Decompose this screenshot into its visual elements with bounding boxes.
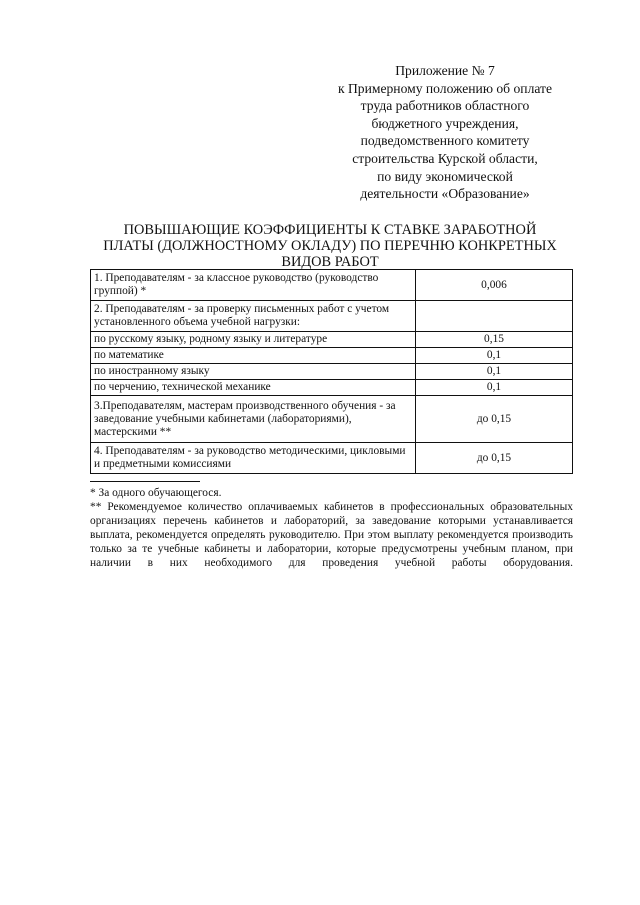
row-label: 4. Преподавателям - за руководство методическими, цикловыми и предметными комиссиями [91,443,416,474]
title-line: ПОВЫШАЮЩИЕ КОЭФФИЦИЕНТЫ К СТАВКЕ ЗАРАБОТНОЙ [123,222,537,238]
coefficients-table [90,269,573,474]
table-row [91,364,573,380]
row-label: по иностранному языку [91,364,416,380]
row-value: 0,1 [416,380,573,396]
row-value: 0,1 [416,364,573,380]
footnote-1: * За одного обучающегося. [90,487,222,499]
table-row [91,301,573,332]
footnotes [90,486,573,570]
footnote-2: ** Рекомендуемое количество оплачиваемых кабинетов в профессиональных образовательных организациях перечень кабинетов и лабораторий, за заведование которыми устанавливается выплата, рекомендуется определять руководителю. При этом выплату рекомендуется производить только за те учебные кабинеты и лаборатории, которые предусмотрены учебным планом, при наличии в них необходимого для проведения учебной работы оборудования. [90,501,573,569]
table-row [91,270,573,301]
row-value: 0,1 [416,348,573,364]
row-label: по черчению, технической механике [91,380,416,396]
row-value: до 0,15 [416,396,573,443]
title-line: ВИДОВ РАБОТ [281,254,379,271]
row-value: до 0,15 [416,443,573,474]
table-row [91,396,573,443]
appendix-line: бюджетного учреждения, [371,115,519,131]
row-label: по математике [91,348,416,364]
footnote-divider [90,481,200,482]
row-label: 1. Преподавателям - за классное руководство (руководство группой) * [91,270,416,301]
appendix-line: Приложение № 7 [395,63,495,78]
table-row [91,332,573,348]
appendix-line: по виду экономической [377,168,513,184]
title-line: ПЛАТЫ (ДОЛЖНОСТНОМУ ОКЛАДУ) ПО ПЕРЕЧНЮ КОНКРЕТНЫХ [103,238,557,255]
row-label: по русскому языку, родному языку и литературе [91,332,416,348]
row-value [416,301,573,332]
appendix-line: подведомственного комитету [360,133,530,149]
table-row [91,443,573,474]
row-label: 2. Преподавателям - за проверку письменных работ с учетом установленного объема учебной нагрузки: [91,301,416,332]
row-value: 0,15 [416,332,573,348]
row-value: 0,006 [416,270,573,301]
document-title [80,222,580,271]
table-row [91,380,573,396]
appendix-line: деятельности «Образование» [360,186,530,202]
appendix-line: строительства Курской области, [352,150,538,166]
table-row [91,348,573,364]
appendix-line: к Примерному положению об оплате [337,80,553,96]
row-label: 3.Преподавателям, мастерам производственного обучения - за заведование учебными кабинетами (лабораториями), мастерскими ** [91,396,416,443]
appendix-line: труда работников областного [360,98,530,114]
appendix-header [300,62,590,203]
